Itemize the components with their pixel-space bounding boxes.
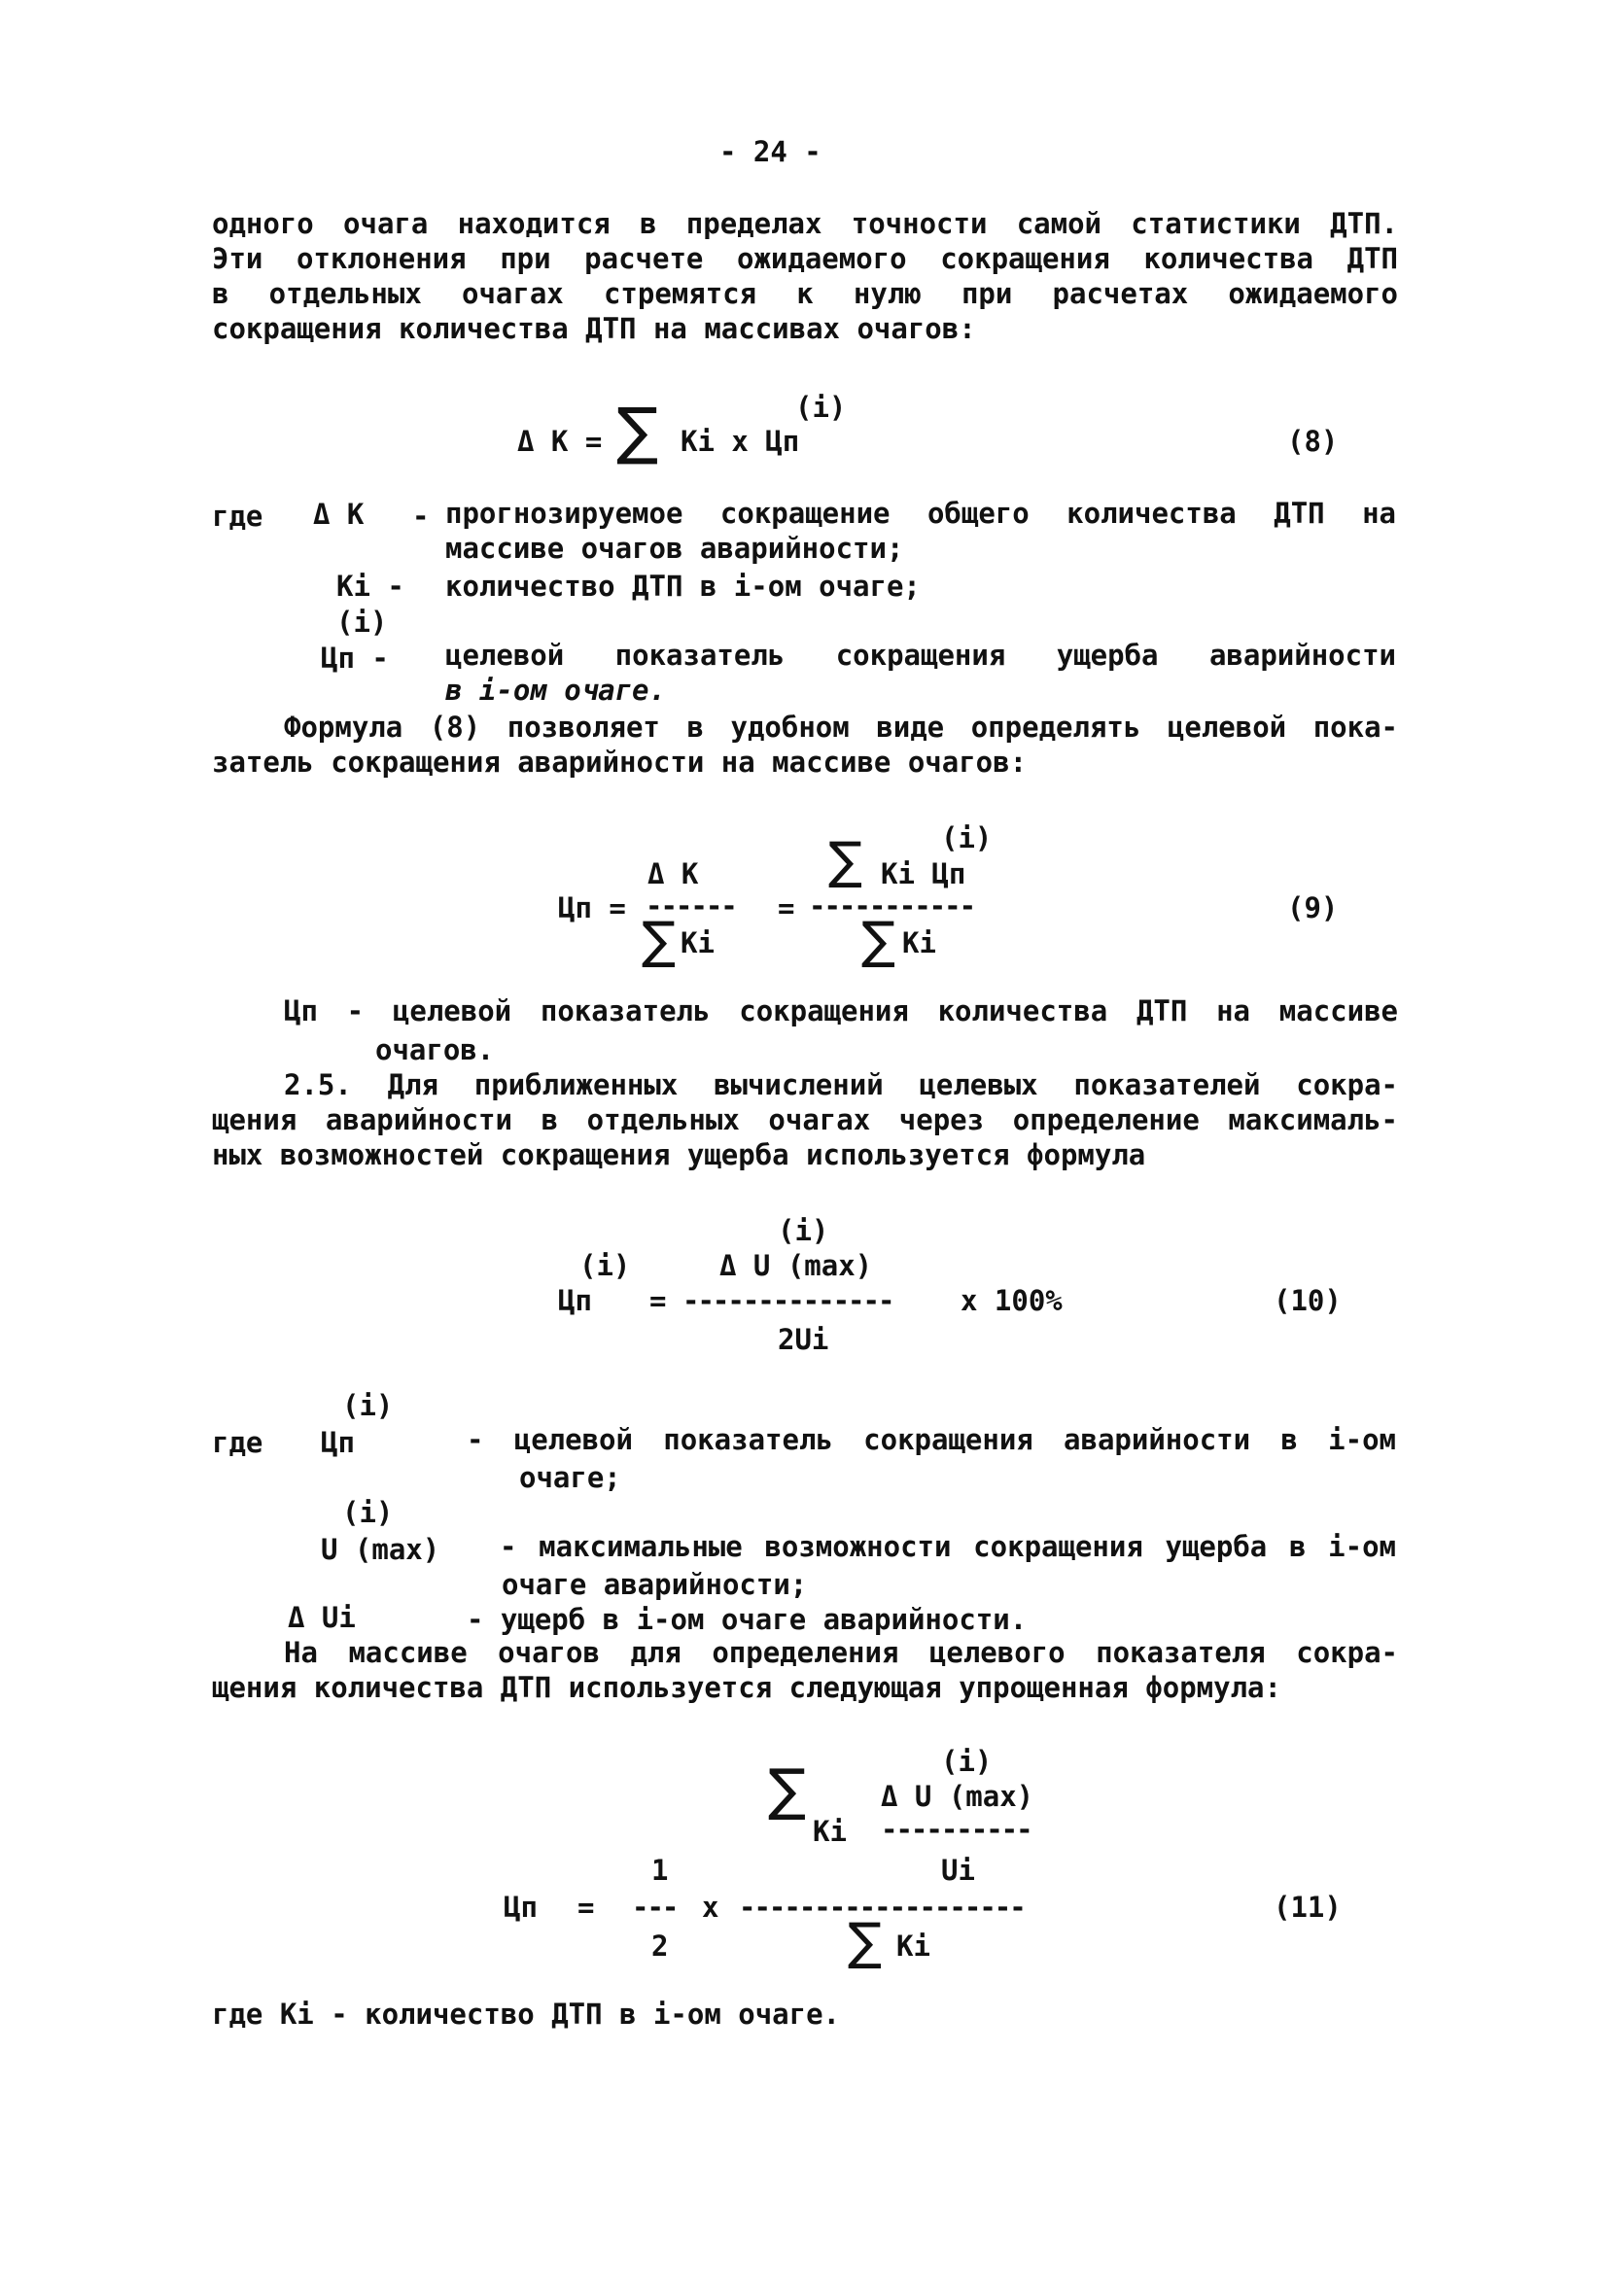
u-text-line: - максимальные возможности сокращения ущерба в i-ом [500, 1530, 1396, 1563]
section-line: ных возможностей сокращения ущерба используется формула [212, 1138, 1146, 1171]
formula11-inner-num: Δ U (max) [881, 1780, 1034, 1813]
where-label: где [212, 1426, 263, 1459]
dk-text-line: прогнозируемое сокращение общего количества ДТП на [445, 497, 1396, 530]
cp-definition [445, 638, 1396, 708]
section-line: щения аварийности в отдельных очагах через определение максималь- [212, 1103, 1398, 1136]
dk-symbol: Δ К [313, 498, 365, 531]
section-line: 2.5. Для приближенных вычислений целевых показателей сокра- [284, 1068, 1398, 1101]
paragraph-line: Формула (8) позволяет в удобном виде определять целевой пока- [284, 711, 1398, 744]
formula11-ki-bot: Кi [896, 1930, 930, 1963]
formula10-lhs-sup: (i) [579, 1249, 631, 1282]
u-text-line: очаге аварийности; [502, 1568, 808, 1601]
formula8-paragraph [212, 710, 1398, 780]
formula11-half-den: 2 [651, 1930, 669, 1963]
dk-dash: - [412, 500, 430, 533]
intro-line: сокращения количества ДТП на массивах очагов: [212, 312, 976, 345]
def9-line [284, 993, 1398, 1028]
formula8-number: (8) [1287, 425, 1339, 458]
dk-text-line: массиве очагов аварийности; [445, 532, 904, 565]
intro-line: Эти отклонения при расчете ожидаемого сокращения количества ДТП [212, 242, 1398, 275]
cp-symbol: Цп [321, 1426, 355, 1459]
u-symbol: U (max) [321, 1533, 440, 1566]
cp-text-line: в i-ом очаге. [445, 674, 666, 707]
formula9-den1: Кi [681, 926, 715, 959]
formula10-num-sup: (i) [778, 1214, 829, 1247]
where-label: где [212, 500, 263, 533]
fraction-bar: ------ [646, 889, 736, 922]
formula11-paragraph [212, 1635, 1398, 1705]
formula8-lhs: Δ К = [517, 425, 603, 458]
formula9-number: (9) [1287, 891, 1339, 924]
formula10-eq: = [649, 1284, 667, 1317]
def9-text: очагов. [375, 1033, 495, 1066]
formula10-den: 2Ui [778, 1323, 829, 1356]
final-definition: где Кi - количество ДТП в i-ом очаге. [212, 1998, 841, 2031]
cp-sup: (i) [336, 606, 388, 639]
intro-line: в отдельных очагах стремятся к нулю при расчетах ожидаемого [212, 277, 1398, 310]
sigma-symbol: ∑ [848, 1913, 883, 1971]
cp-symbol: Цп - [321, 642, 389, 675]
formula11-inner-sup: (i) [941, 1745, 993, 1778]
formula9-sup: (i) [941, 821, 993, 854]
du-definition: - ущерб в i-ом очаге аварийности. [467, 1603, 1028, 1636]
sigma-symbol: ∑ [616, 396, 659, 468]
formula9-num1: Δ К [647, 857, 699, 890]
paragraph-line: затель сокращения аварийности на массиве очагов: [212, 746, 1028, 779]
fraction-bar: ----------- [809, 889, 975, 922]
formula8-sup: (i) [795, 391, 847, 424]
sigma-symbol: ∑ [828, 832, 863, 890]
fraction-bar: ---------- [881, 1813, 1031, 1846]
formula10-number: (10) [1274, 1284, 1342, 1317]
page-number: - 24 - [719, 135, 821, 168]
sigma-symbol: ∑ [861, 912, 896, 970]
formula9-num2: Кi Цп [881, 857, 966, 890]
ki-symbol: Кi - [336, 570, 404, 603]
cp-text-line: очаге; [519, 1461, 621, 1494]
formula10-lhs: Цп [558, 1284, 592, 1317]
formula11-inner-den: Ui [941, 1854, 975, 1887]
sigma-symbol: ∑ [642, 912, 677, 970]
fraction-bar: --- [632, 1891, 678, 1924]
cp-definition [467, 1422, 1396, 1457]
sigma-symbol: ∑ [768, 1757, 807, 1823]
paragraph-line: щения количества ДТП используется следующая упрощенная формула: [212, 1671, 1281, 1704]
u-sup: (i) [342, 1496, 394, 1529]
intro-line: одного очага находится в пределах точности самой статистики ДТП. [212, 207, 1398, 240]
u-definition [500, 1529, 1396, 1564]
formula9-den2: Кi [902, 926, 936, 959]
formula11-mult: x [702, 1891, 719, 1924]
cp-text-line: - целевой показатель сокращения аварийности в i-ом [467, 1423, 1396, 1456]
dk-definition [445, 496, 1396, 566]
formula11-eq: = [577, 1891, 595, 1924]
formula8-body: Кi x Цп [681, 425, 800, 458]
paragraph-line: На массиве очагов для определения целевого показателя сокра- [284, 1636, 1398, 1669]
fraction-bar: -------------- [682, 1284, 893, 1317]
def9-text: Цп - целевой показатель сокращения количества ДТП на массиве [284, 994, 1398, 1027]
formula10-num: Δ U (max) [719, 1249, 873, 1282]
fraction-bar: ------------------- [739, 1891, 1025, 1924]
formula9-lhs: Цп = [558, 891, 626, 924]
formula9-eq: = [778, 891, 795, 924]
formula11-half-num: 1 [651, 1854, 669, 1887]
formula11-number: (11) [1274, 1891, 1342, 1924]
formula10-mult: x 100% [961, 1284, 1063, 1317]
ki-definition: количество ДТП в i-ом очаге; [445, 570, 921, 603]
cp-text-line: целевой показатель сокращения ущерба аварийности [445, 639, 1396, 672]
section-2-5 [212, 1067, 1398, 1172]
du-symbol: Δ Ui [288, 1601, 356, 1634]
intro-paragraph [212, 206, 1398, 346]
formula11-lhs: Цп [504, 1891, 538, 1924]
formula11-ki-top: Кi [813, 1815, 847, 1848]
cp-sup: (i) [342, 1389, 394, 1422]
